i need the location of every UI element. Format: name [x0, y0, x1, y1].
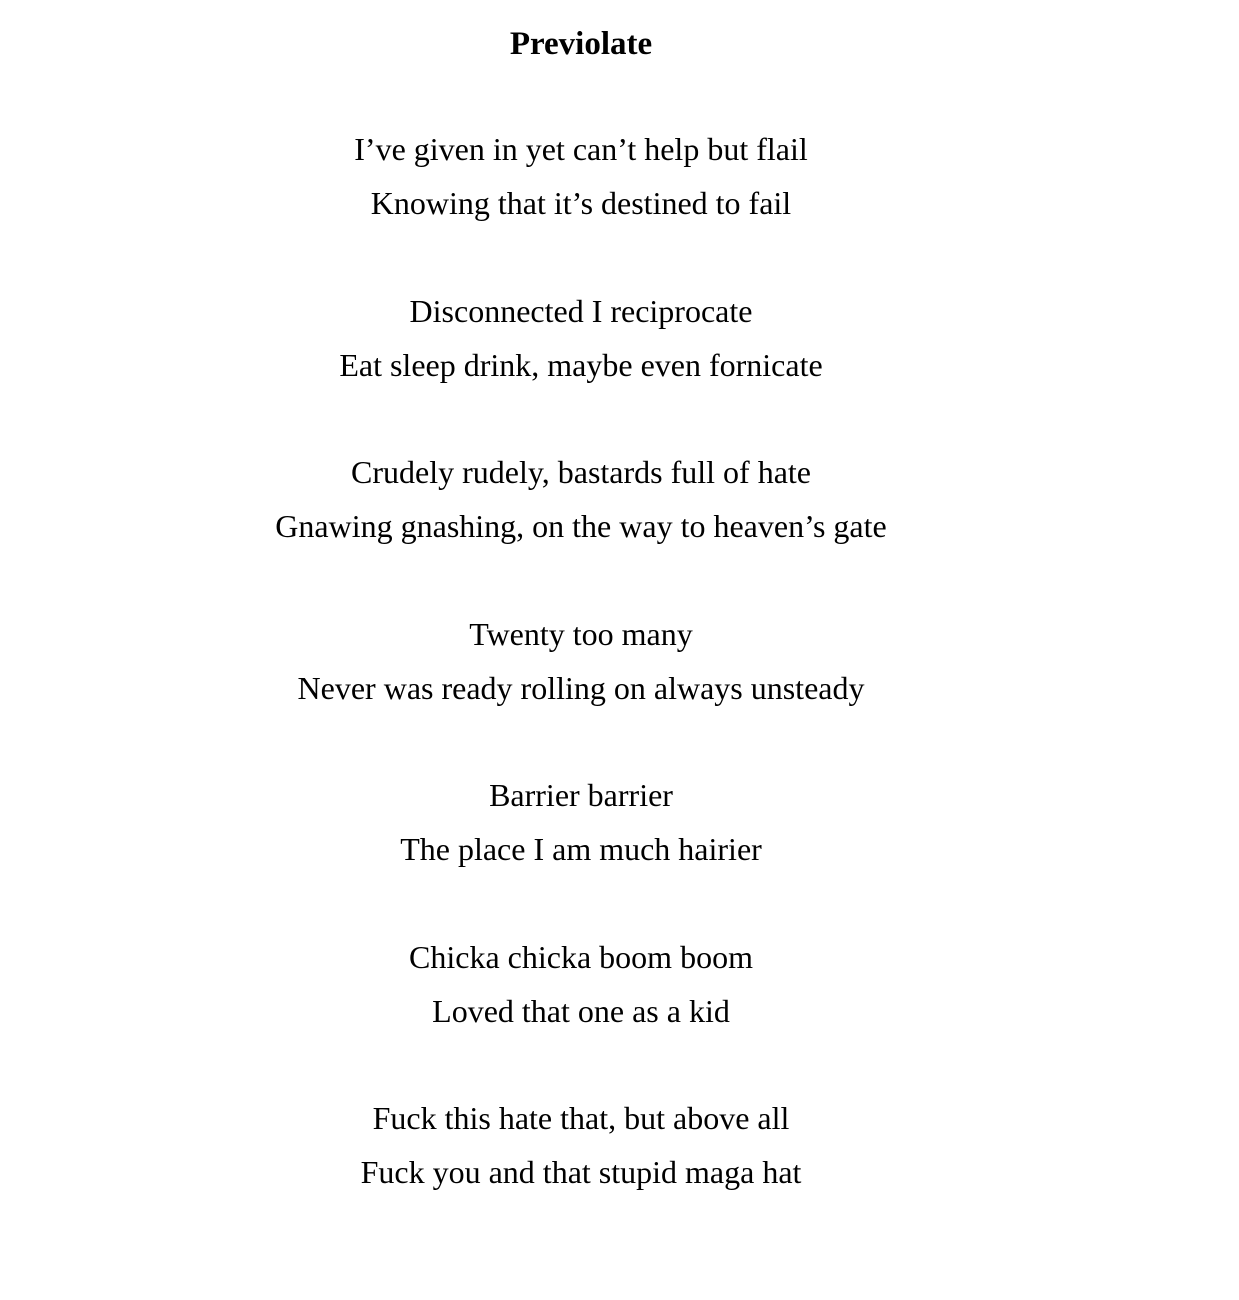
poem-line: Disconnected I reciprocate — [409, 293, 753, 329]
stanza — [0, 1091, 1162, 1199]
poem-line: Fuck you and that stupid maga hat — [360, 1154, 802, 1190]
poem-line: Eat sleep drink, maybe even fornicate — [339, 347, 823, 383]
poem-line: Barrier barrier — [489, 777, 673, 813]
stanza — [0, 930, 1162, 1038]
poem-line: Loved that one as a kid — [432, 993, 730, 1029]
poem-line: Never was ready rolling on always unsteady — [297, 670, 865, 706]
poem-line: Fuck this hate that, but above all — [372, 1100, 790, 1136]
poem-title: Previolate — [509, 26, 653, 62]
poem-line: The place I am much hairier — [400, 831, 762, 867]
poem-line: Gnawing gnashing, on the way to heaven’s gate — [275, 508, 887, 544]
poem-line: I’ve given in yet can’t help but flail — [354, 131, 808, 167]
poem-line: Twenty too many — [469, 616, 693, 652]
poem-line: Chicka chicka boom boom — [409, 939, 753, 975]
stanza — [0, 445, 1162, 553]
stanza — [0, 768, 1162, 876]
poem-line: Knowing that it’s destined to fail — [370, 185, 792, 221]
stanza — [0, 607, 1162, 715]
poem-line: Crudely rudely, bastards full of hate — [350, 454, 811, 490]
stanza — [0, 284, 1162, 392]
stanza — [0, 122, 1162, 230]
